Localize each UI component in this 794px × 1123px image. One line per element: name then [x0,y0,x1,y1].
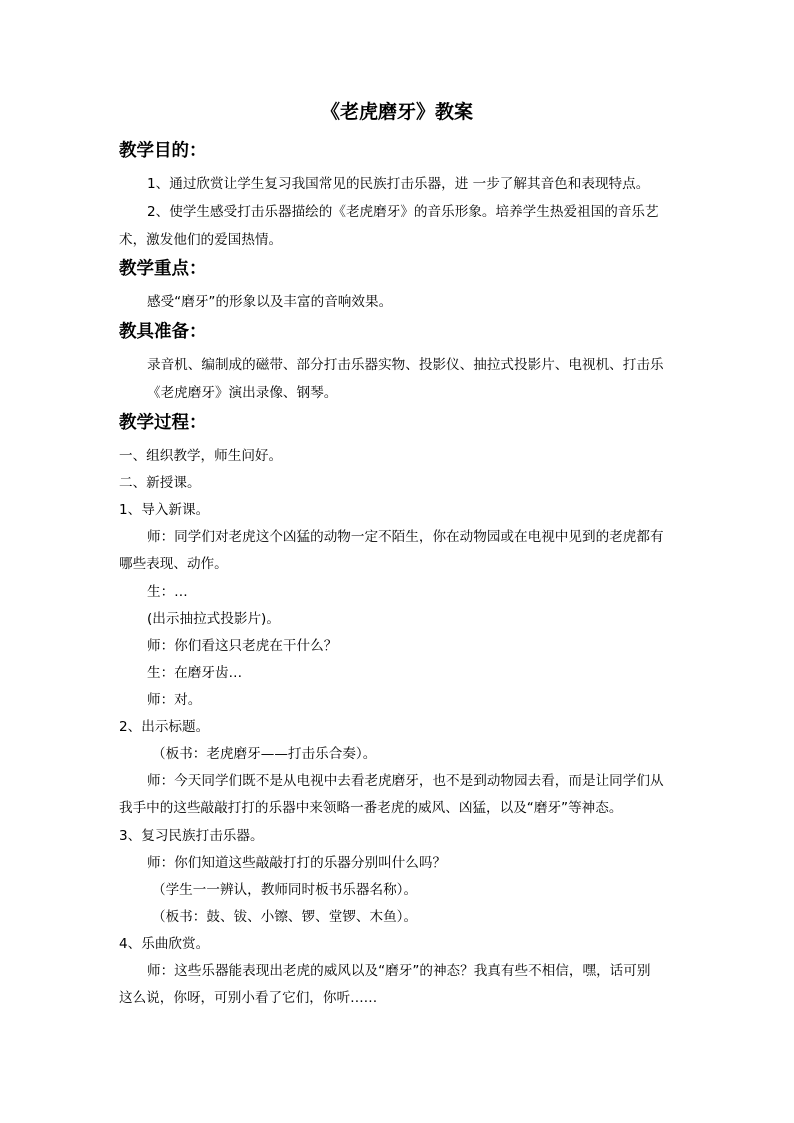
process-line: 2、出示标题。 [119,719,210,735]
goal-item: 2、使学生感受打击乐器描绘的《老虎磨牙》的音乐形象。培养学生热爱祖国的音乐艺 [147,204,659,220]
process-line: 这么说，你呀，可别小看了它们，你听…… [119,990,378,1006]
process-line: 生：… [147,584,188,600]
process-line: 一、组织教学，师生问好。 [119,448,283,464]
goal-item: 1、通过欣赏让学生复习我国常见的民族打击乐器，进 一步了解其音色和表现特点。 [147,176,650,192]
process-line: 师：对。 [147,692,202,708]
heading-teaching-goals: 教学目的： [119,141,207,161]
process-line: （板书：老虎磨牙——打击乐合奏）。 [152,746,377,762]
process-line: 3、复习民族打击乐器。 [119,828,264,844]
heading-materials: 教具准备： [119,322,207,342]
process-line: (出示抽拉式投影片)。 [147,611,280,627]
process-line: 二、新授课。 [119,475,201,491]
process-line: 师：你们看这只老虎在干什么？ [147,638,338,654]
process-line: 生：在磨牙齿… [147,665,243,681]
process-line: 1、导入新课。 [119,502,210,518]
process-line: 师：同学们对老虎这个凶猛的动物一定不陌生，你在动物园或在电视中见到的老虎都有 [147,529,664,545]
process-line: 我手中的这些敲敲打打的乐器中来领略一番老虎的威风、凶猛，以及“磨牙”等神态。 [119,800,623,816]
process-line: 哪些表现、动作。 [119,556,228,572]
heading-process: 教学过程： [119,413,207,433]
document-title: 《老虎磨牙》教案 [320,101,473,123]
process-line: 师：今天同学们既不是从电视中去看老虎磨牙，也不是到动物园去看，而是让同学们从 [147,773,664,789]
process-line: 师：你们知道这些敲敲打打的乐器分别叫什么吗？ [147,855,447,871]
process-line: 师：这些乐器能表现出老虎的威风以及“磨牙”的神态？我真有些不相信，嘿，话可别 [147,963,651,979]
materials-item-continuation: 《老虎磨牙》演出录像、钢琴。 [147,385,338,401]
process-line: 4、乐曲欣赏。 [119,936,210,952]
materials-item: 录音机、编制成的磁带、部分打击乐器实物、投影仪、抽拉式投影片、电视机、打击乐 [147,357,664,373]
heading-key-points: 教学重点： [119,259,207,279]
key-point-item: 感受“磨牙”的形象以及丰富的音响效果。 [147,294,393,310]
process-line: （学生一一辨认，教师同时板书乐器名称）。 [152,882,418,898]
process-line: （板书：鼓、钹、小镲、锣、堂锣、木鱼）。 [152,909,418,925]
goal-item-continuation: 术，激发他们的爱国热情。 [119,232,283,248]
